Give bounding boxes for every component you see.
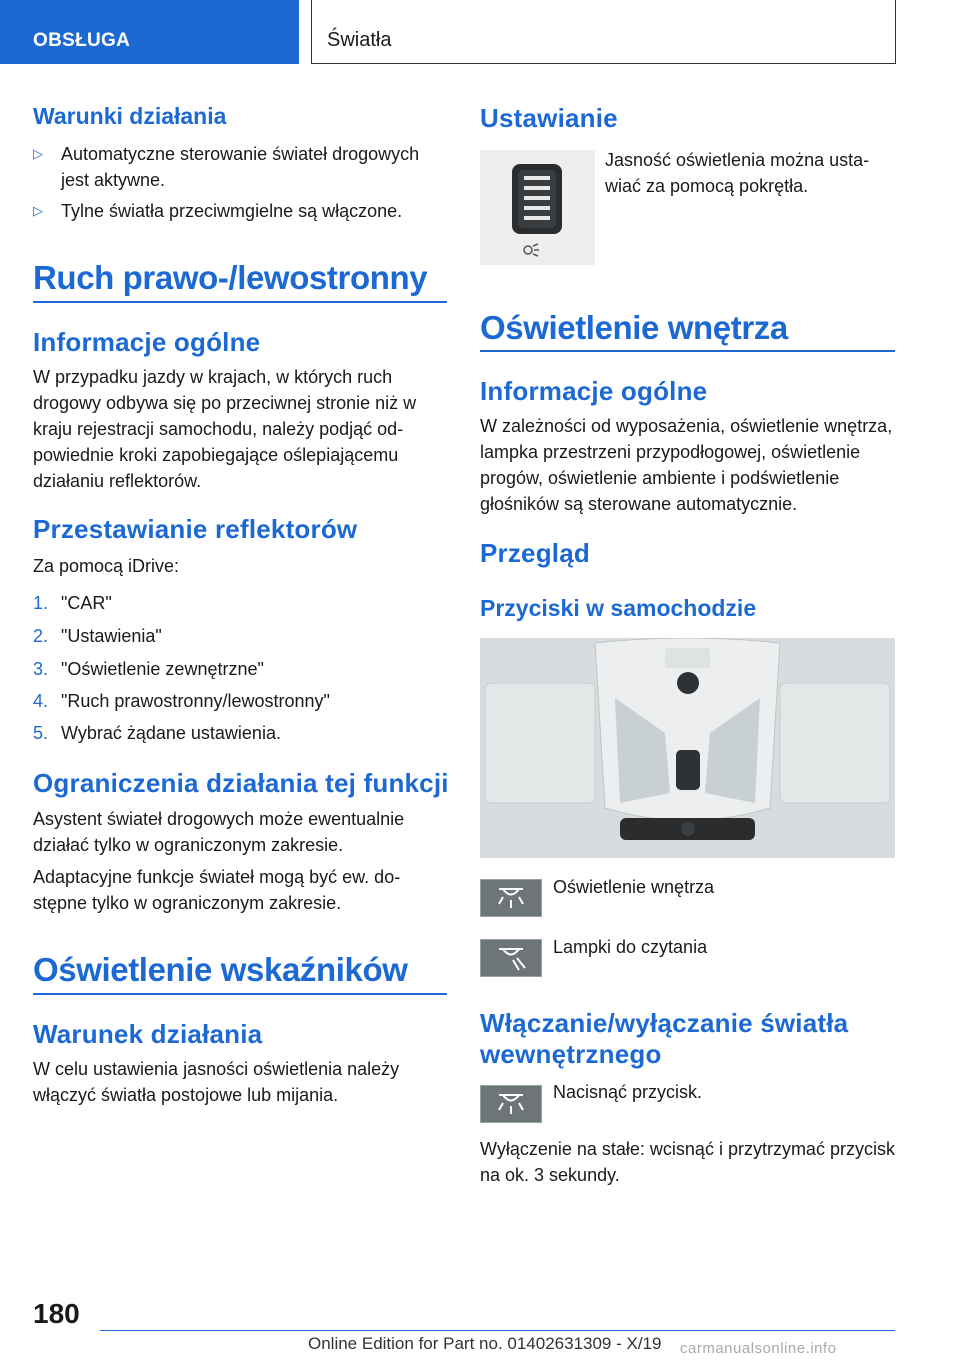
ruch-heading: Ruch prawo-/lewostronny [33, 259, 428, 296]
step-number: 1. [33, 593, 49, 613]
wylaczenie-paragraph: Wyłączenie na stałe: wcisnąć i przytrzymać przycisk na ok. 3 sekundy. [480, 1139, 895, 1185]
section-tab [0, 0, 299, 64]
section-rule [33, 301, 447, 303]
step-number: 4. [33, 691, 49, 711]
info-paragraph: W przypadku jazdy w krajach, w których ruch drogowy odbywa się po przeciwnej stronie niż w kraju rejestracji samochodu, należy podjąć odpowiednie kroki zapobiegające oślepiającemu działaniu reflektorów. [33, 367, 417, 491]
wlaczanie-heading: Włączanie/wyłączanie światła wewnętrznego [480, 1008, 849, 1069]
ustawianie-heading: Ustawianie [480, 103, 618, 133]
icon3-label: Nacisnąć przycisk. [553, 1082, 703, 1102]
przyciski-heading: Przyciski w samochodzie [480, 595, 757, 621]
step-text: "CAR" [61, 593, 112, 613]
page-number: 180 [33, 1298, 80, 1329]
ograniczenia-paragraph-2: Adaptacyjne funkcje świateł mogą być ew. dostępne tylko w ograniczonym zakresie. [33, 867, 401, 913]
warunek-paragraph: W celu ustawienia jasności oświetlenia należy włączyć światła postojowe lub mijania. [33, 1059, 400, 1105]
section-rule [480, 350, 895, 352]
icon2-label: Lampki do czytania [553, 937, 708, 957]
interior-light-button-icon [480, 879, 542, 917]
ograniczenia-paragraph-1: Asystent świateł drogowych może ewentualnie działać tylko w ograniczonym zakresie. [33, 809, 405, 855]
brightness-knob-image [480, 150, 595, 265]
triangle-bullet-icon: ▷ [33, 203, 43, 218]
info-heading-right: Informacje ogólne [480, 376, 708, 406]
footer-rule [100, 1330, 895, 1331]
section-rule [33, 993, 447, 995]
watermark: carmanualsonline.info [680, 1340, 837, 1357]
section-label: OBSŁUGA [33, 30, 131, 51]
warunki-heading: Warunki działania [33, 103, 227, 129]
interior-light-button-icon [480, 1085, 542, 1123]
list-item [33, 141, 447, 193]
wskazniki-heading: Oświetlenie wskaźników [33, 951, 408, 988]
bullet-text: Tylne światła przeciwmgielne są włączone. [61, 201, 403, 221]
step-number: 2. [33, 626, 49, 646]
step-text: "Oświetlenie zewnętrzne" [61, 659, 264, 679]
page-title: Światła [327, 29, 392, 51]
warunek-heading: Warunek działania [33, 1019, 263, 1049]
header-title-box [311, 0, 896, 64]
icon1-label: Oświetlenie wnętrza [553, 877, 715, 897]
ustawianie-paragraph: Jasność oświetlenia można ustawiać za pomocą pokrętła. [605, 150, 870, 196]
step-text: Wybrać żądane ustawienia. [61, 723, 281, 743]
step-text: "Ustawienia" [61, 626, 162, 646]
edition-text: Online Edition for Part no. 01402631309 - X/19 [308, 1334, 662, 1353]
bullet-text: Automatyczne sterowanie świateł drogowych jest aktywne. [61, 144, 420, 190]
roof-console-image [480, 638, 895, 858]
przestawianie-intro: Za pomocą iDrive: [33, 556, 180, 576]
wnetrze-heading: Oświetlenie wnętrza [480, 309, 788, 346]
info-paragraph-right: W zależności od wyposażenia, oświetlenie wnętrza, lampka przestrzeni przypodłogowej, oświetlenie progów, oświetlenie ambiente i podświetlenie głośników są sterowane automatycznie. [480, 416, 893, 514]
przeglad-heading: Przegląd [480, 538, 590, 568]
reading-light-button-icon [480, 939, 542, 977]
step-text: "Ruch prawostronny/lewostronny" [61, 691, 330, 711]
ograniczenia-heading: Ograniczenia działania tej funkcji [33, 768, 449, 798]
info-heading: Informacje ogólne [33, 327, 261, 357]
step-number: 3. [33, 659, 49, 679]
list-item [33, 198, 447, 224]
przestawianie-heading: Przestawianie reflektorów [33, 514, 358, 544]
step-number: 5. [33, 723, 49, 743]
triangle-bullet-icon: ▷ [33, 146, 43, 161]
